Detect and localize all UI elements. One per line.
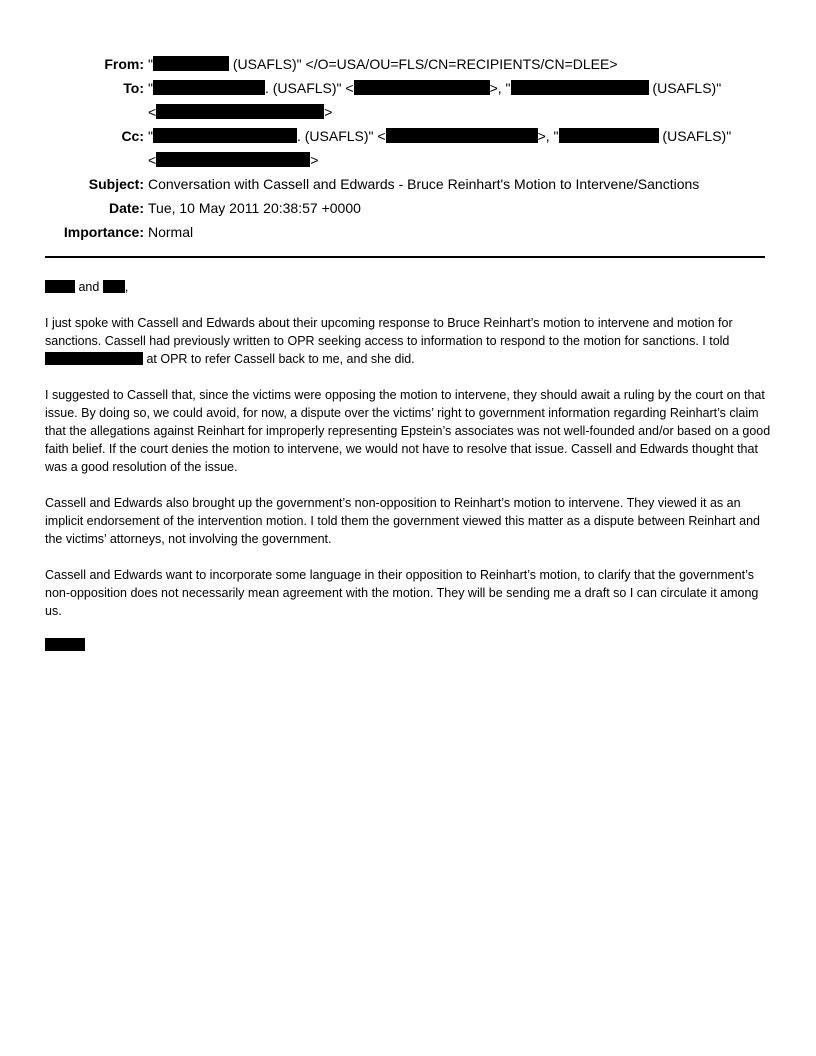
email-header bbox=[0, 52, 816, 244]
redaction-box bbox=[45, 352, 143, 365]
redaction-box bbox=[559, 128, 659, 143]
redaction-box bbox=[386, 128, 538, 143]
from-quote: " bbox=[148, 56, 153, 72]
header-divider bbox=[45, 256, 765, 258]
redaction-box bbox=[511, 80, 649, 95]
to-text-3: (USAFLS)" bbox=[648, 80, 722, 96]
date-value: Tue, 10 May 2011 20:38:57 +0000 bbox=[148, 200, 361, 216]
greeting-comma: , bbox=[124, 280, 129, 294]
importance-row bbox=[0, 220, 816, 244]
subject-row bbox=[0, 172, 816, 196]
redaction-box bbox=[45, 280, 75, 293]
to-bracket-open: < bbox=[148, 104, 157, 120]
redaction-box bbox=[153, 80, 265, 95]
from-value bbox=[148, 52, 778, 76]
cc-bracket-open: < bbox=[148, 152, 157, 168]
paragraph-3: Cassell and Edwards also brought up the government’s non-opposition to Reinhart’s motion to intervene. They viewed it as an implicit endorsement of the intervention motion. I told them the government viewed this matter as a dispute between Reinhart and the victims’ attorneys, not involving the government. bbox=[45, 496, 760, 546]
email-body bbox=[45, 278, 775, 651]
paragraph-2: I suggested to Cassell that, since the victims were opposing the motion to intervene, they should await a ruling by the court on that issue. By doing so, we could avoid, for now, a dispute over the victims’ right to government information regarding Reinhart’s claim that the allegations against Reinhart for improperly representing Epstein’s associates was not well-founded and/or based on a good faith belief. If the court denies the motion to intervene, we would not have to resolve that issue. Cassell and Edwards thought that was a good resolution of the issue. bbox=[45, 388, 771, 474]
importance-value: Normal bbox=[148, 224, 194, 240]
importance-label: Importance: bbox=[63, 224, 144, 240]
cc-line-2 bbox=[148, 148, 778, 172]
greeting-and: and bbox=[75, 280, 103, 294]
cc-quote: " bbox=[148, 128, 153, 144]
paragraph-4: Cassell and Edwards want to incorporate some language in their opposition to Reinhart’s motion, to clarify that the government’s non-opposition does not necessarily mean agreement with the motion. They will be sending me a draft so I can circulate it among us. bbox=[45, 568, 759, 618]
from-address: (USAFLS)" </O=USA/OU=FLS/CN=RECIPIENTS/CN=DLEE> bbox=[228, 56, 618, 72]
to-quote: " bbox=[148, 80, 153, 96]
to-label: To: bbox=[123, 80, 144, 96]
signature-redaction bbox=[45, 638, 85, 651]
paragraph-1-text-b: at OPR to refer Cassell back to me, and she did. bbox=[143, 352, 415, 366]
cc-text-1: . (USAFLS)" < bbox=[296, 128, 386, 144]
redaction-box bbox=[103, 280, 125, 293]
to-text-1: . (USAFLS)" < bbox=[264, 80, 354, 96]
from-row bbox=[0, 52, 816, 76]
cc-bracket-close: > bbox=[310, 152, 319, 168]
from-label: From: bbox=[104, 56, 144, 72]
cc-text-3: (USAFLS)" bbox=[658, 128, 732, 144]
cc-row bbox=[0, 124, 816, 172]
cc-text-2: >, " bbox=[537, 128, 559, 144]
cc-label: Cc: bbox=[121, 128, 144, 144]
subject-label: Subject: bbox=[88, 176, 144, 192]
redaction-box bbox=[156, 152, 310, 167]
subject-value: Conversation with Cassell and Edwards - Bruce Reinhart's Motion to Intervene/Sanctions bbox=[148, 176, 700, 192]
to-text-2: >, " bbox=[489, 80, 511, 96]
greeting bbox=[45, 278, 775, 296]
cc-value bbox=[148, 124, 778, 172]
paragraph-1 bbox=[45, 314, 775, 368]
redaction-box bbox=[354, 80, 490, 95]
redaction-box bbox=[156, 104, 324, 119]
to-bracket-close: > bbox=[324, 104, 333, 120]
paragraph-1-text-a: I just spoke with Cassell and Edwards about their upcoming response to Bruce Reinhart’s motion to intervene and motion for sanctions. Cassell had previously written to OPR seeking access to information to respond to the motion for sanctions. I told bbox=[45, 316, 733, 348]
date-label: Date: bbox=[108, 200, 144, 216]
redaction-box bbox=[153, 128, 297, 143]
to-line-2 bbox=[148, 100, 778, 124]
to-value bbox=[148, 76, 778, 124]
to-row bbox=[0, 76, 816, 124]
redaction-box bbox=[153, 56, 229, 71]
date-row bbox=[0, 196, 816, 220]
